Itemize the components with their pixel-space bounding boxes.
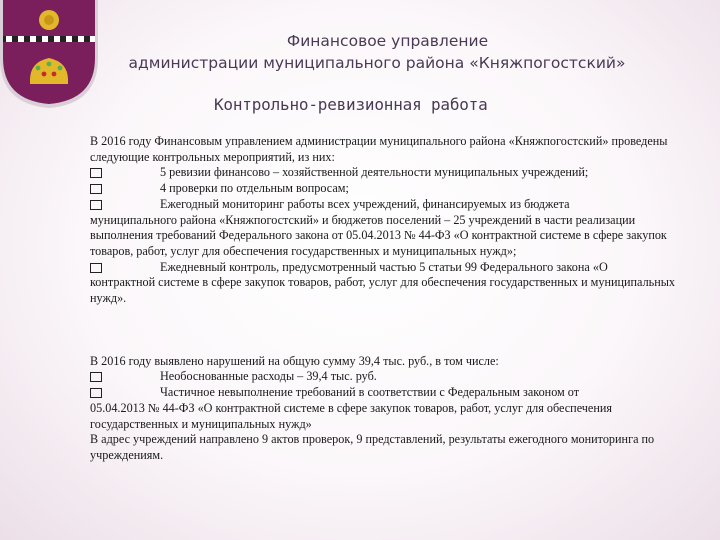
list-item-continuation: муниципального района «Княжпогостский» и бюджетов поселений – 25 учреждений в части реализации выполнения требований Федерального закона от 05.04.2013 № 44-ФЗ «О контрактной системе в сфере закупок товаров, работ, услуг для обеспечения государственных и муниципальных нужд»; — [90, 212, 667, 258]
checkbox-icon — [90, 388, 102, 398]
list-item-text: Частичное невыполнение требований в соответствии с Федеральным законом от — [160, 385, 580, 400]
report-body — [90, 134, 690, 464]
org-title-line2: администрации муниципального района «Княжпогостский» — [128, 54, 626, 72]
list-item — [90, 165, 690, 181]
list-item — [90, 260, 690, 276]
org-title-line1: Финансовое управление — [286, 32, 489, 50]
section-title: Контрольно-ревизионная работа — [214, 95, 488, 114]
list-item — [90, 369, 690, 385]
list-item-continuation: контрактной системе в сфере закупок товаров, работ, услуг для обеспечения государственных и муниципальных нужд». — [90, 275, 676, 306]
section1-intro: В 2016 году Финансовым управлением администрации муниципального района «Княжпогостский» проведены следующие контрольных мероприятий, из них: — [90, 134, 668, 164]
header — [0, 30, 720, 74]
list-item-text: Ежедневный контроль, предусмотренный частью 5 статьи 99 Федерального закона «О — [160, 259, 608, 274]
list-item — [90, 385, 690, 401]
list-item-text: 5 ревизии финансово – хозяйственной деятельности муниципальных учреждений; — [160, 165, 589, 180]
checkbox-icon — [90, 184, 102, 194]
checkbox-icon — [90, 263, 102, 273]
checkbox-icon — [90, 200, 102, 210]
list-item-continuation: 05.04.2013 № 44-ФЗ «О контрактной системе в сфере закупок товаров, работ, услуг для обеспечения государственных и муниципальных нужд» — [90, 400, 612, 431]
list-item-text: 4 проверки по отдельным вопросам; — [160, 181, 349, 196]
list-item — [90, 197, 690, 213]
checkbox-icon — [90, 372, 102, 382]
checkbox-icon — [90, 168, 102, 178]
section2-intro: В 2016 году выявлено нарушений на общую сумму 39,4 тыс. руб., в том числе: — [90, 353, 499, 368]
list-item-text: Ежегодный мониторинг работы всех учреждений, финансируемых из бюджета — [160, 196, 570, 211]
list-item-text: Необоснованные расходы – 39,4 тыс. руб. — [160, 369, 377, 384]
list-item — [90, 181, 690, 197]
closing-paragraph: В адрес учреждений направлено 9 актов проверок, 9 представлений, результаты ежегодного мониторинга по учреждениям. — [90, 432, 655, 462]
